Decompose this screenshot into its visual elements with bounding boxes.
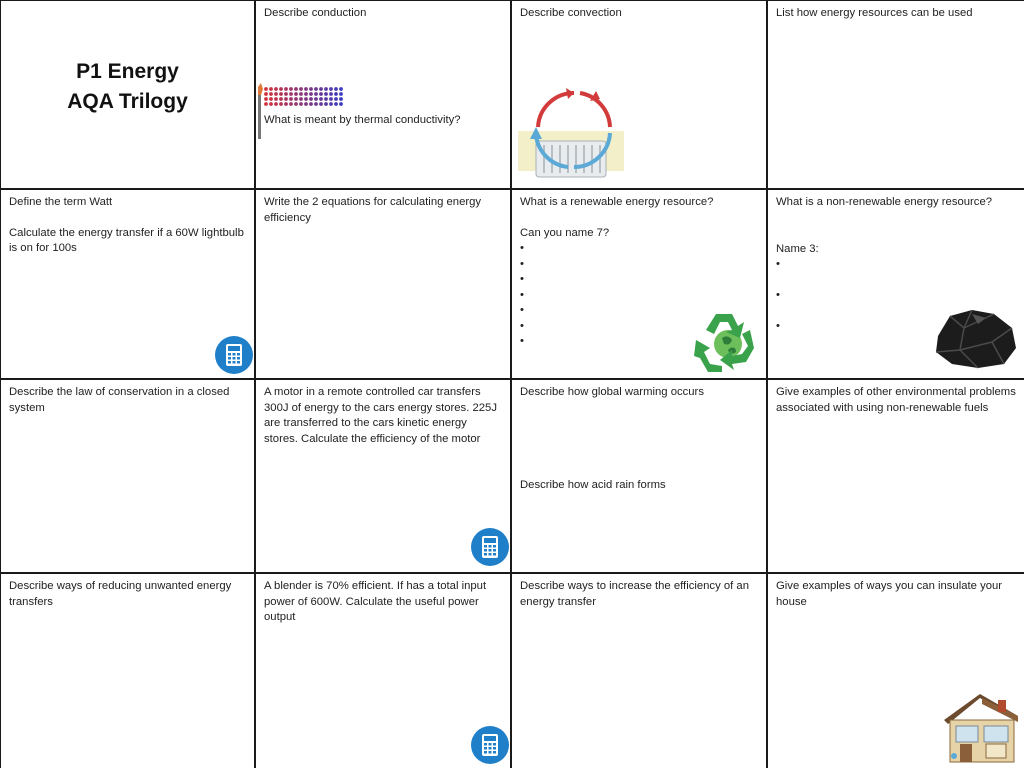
cell-increase-efficiency bbox=[512, 574, 768, 768]
particle-dot bbox=[304, 87, 308, 91]
particle-dot bbox=[309, 87, 313, 91]
house-icon bbox=[940, 690, 1022, 766]
particle-dot bbox=[304, 102, 308, 106]
particle-dot bbox=[339, 97, 343, 101]
particle-dot bbox=[269, 87, 273, 91]
particle-dot bbox=[264, 102, 268, 106]
particle-dot bbox=[294, 102, 298, 106]
particle-dot bbox=[334, 97, 338, 101]
cell-insulate bbox=[768, 574, 1024, 768]
title-line-2: AQA Trilogy bbox=[67, 90, 188, 113]
particle-dot bbox=[274, 102, 278, 106]
convection-radiator-icon bbox=[518, 87, 628, 183]
particle-dot bbox=[294, 97, 298, 101]
recycle-icon bbox=[692, 308, 764, 376]
particle-dot bbox=[334, 87, 338, 91]
question-conservation: Describe the law of conservation in a closed system bbox=[9, 386, 230, 414]
particle-dot bbox=[339, 87, 343, 91]
particle-dot bbox=[279, 87, 283, 91]
question-resources-use: List how energy resources can be used bbox=[776, 7, 973, 19]
particle-dot bbox=[289, 92, 293, 96]
particle-dot bbox=[289, 102, 293, 106]
particle-dot bbox=[319, 97, 323, 101]
particle-dot bbox=[339, 92, 343, 96]
question-blender: A blender is 70% efficient. If has a total input power of 600W. Calculate the useful power output bbox=[264, 580, 487, 623]
particle-dot bbox=[294, 87, 298, 91]
title-cell bbox=[0, 0, 256, 190]
calculator-icon bbox=[215, 336, 253, 374]
question-global-warming: Describe how global warming occurs bbox=[520, 386, 704, 398]
particle-dot bbox=[304, 92, 308, 96]
particle-dot bbox=[269, 97, 273, 101]
question-conduction: Describe conduction bbox=[264, 7, 367, 19]
question-insulate: Give examples of ways you can insulate your house bbox=[776, 580, 1003, 608]
question-efficiency-equations: Write the 2 equations for calculating energy efficiency bbox=[264, 196, 482, 224]
particle-dot bbox=[314, 97, 318, 101]
particle-dot bbox=[284, 102, 288, 106]
particle-dot bbox=[314, 102, 318, 106]
question-renewable: What is a renewable energy resource? bbox=[520, 196, 714, 208]
particle-dot bbox=[274, 87, 278, 91]
question-convection: Describe convection bbox=[520, 7, 622, 19]
cell-motor bbox=[256, 380, 512, 574]
particle-dot bbox=[324, 102, 328, 106]
particle-dot bbox=[309, 102, 313, 106]
particle-dot bbox=[314, 87, 318, 91]
list-item bbox=[520, 241, 758, 257]
particle-dot bbox=[319, 92, 323, 96]
particle-dot bbox=[284, 97, 288, 101]
particle-dot bbox=[329, 87, 333, 91]
particle-dot bbox=[264, 97, 268, 101]
particle-dot bbox=[299, 97, 303, 101]
list-item bbox=[776, 257, 1016, 288]
cell-renewable bbox=[512, 190, 768, 380]
question-environment: Give examples of other environmental problems associated with using non-renewable fuels bbox=[776, 386, 1016, 414]
particle-dot bbox=[324, 97, 328, 101]
page-title bbox=[1, 57, 254, 117]
particle-dot bbox=[269, 92, 273, 96]
particle-dot bbox=[309, 97, 313, 101]
particle-dot bbox=[329, 97, 333, 101]
particle-dot bbox=[319, 102, 323, 106]
particle-dot bbox=[279, 102, 283, 106]
cell-conservation bbox=[0, 380, 256, 574]
particle-dot bbox=[279, 92, 283, 96]
particle-dot bbox=[324, 87, 328, 91]
particle-dot bbox=[324, 92, 328, 96]
particle-dot bbox=[284, 87, 288, 91]
particle-dot bbox=[304, 97, 308, 101]
particle-dot bbox=[329, 102, 333, 106]
question-thermal-conductivity: What is meant by thermal conductivity? bbox=[264, 114, 461, 126]
particle-dot bbox=[299, 92, 303, 96]
cell-resources-use bbox=[768, 0, 1024, 190]
cell-global-warming bbox=[512, 380, 768, 574]
particle-dot bbox=[334, 102, 338, 106]
particle-dot bbox=[264, 92, 268, 96]
calculator-icon bbox=[471, 726, 509, 764]
particle-dot bbox=[274, 92, 278, 96]
particle-dot bbox=[289, 97, 293, 101]
particle-dot bbox=[279, 97, 283, 101]
particle-dot bbox=[334, 92, 338, 96]
particle-dot bbox=[319, 87, 323, 91]
particle-dot bbox=[284, 92, 288, 96]
particle-dot bbox=[269, 102, 273, 106]
calculator-icon bbox=[471, 528, 509, 566]
list-item bbox=[520, 272, 758, 288]
list-item bbox=[520, 288, 758, 304]
cell-blender bbox=[256, 574, 512, 768]
particle-dot bbox=[309, 92, 313, 96]
particle-dot bbox=[299, 102, 303, 106]
question-increase-efficiency: Describe ways to increase the efficiency of an energy transfer bbox=[520, 580, 749, 608]
particle-dot bbox=[299, 87, 303, 91]
question-motor: A motor in a remote controlled car transfers 300J of energy to the cars energy stores. 225J are transferred to the cars kinetic energy stores. Calculate the efficiency of the motor bbox=[264, 386, 497, 445]
particle-dot bbox=[314, 92, 318, 96]
question-name-three: Name 3: bbox=[776, 242, 819, 255]
list-item bbox=[520, 257, 758, 273]
question-nonrenewable: What is a non-renewable energy resource? bbox=[776, 196, 993, 208]
particle-dot bbox=[339, 102, 343, 106]
particle-dot bbox=[329, 92, 333, 96]
question-reduce-unwanted: Describe ways of reducing unwanted energy transfers bbox=[9, 580, 232, 608]
question-watt: Define the term Watt bbox=[9, 196, 113, 208]
title-line-1: P1 Energy bbox=[76, 60, 179, 83]
particle-dot bbox=[264, 87, 268, 91]
question-lightbulb: Calculate the energy transfer if a 60W lightbulb is on for 100s bbox=[9, 226, 244, 254]
cell-watt bbox=[0, 190, 256, 380]
particle-dot bbox=[294, 92, 298, 96]
cell-environment bbox=[768, 380, 1024, 574]
question-name-seven: Can you name 7? bbox=[520, 226, 610, 239]
cell-conduction bbox=[256, 0, 512, 190]
cell-efficiency-equations bbox=[256, 190, 512, 380]
conduction-rod-icon bbox=[258, 81, 348, 141]
cell-nonrenewable bbox=[768, 190, 1024, 380]
particle-dot bbox=[289, 87, 293, 91]
particle-dot bbox=[274, 97, 278, 101]
coal-icon bbox=[932, 306, 1018, 370]
cell-reduce-unwanted bbox=[0, 574, 256, 768]
cell-convection bbox=[512, 0, 768, 190]
question-acid-rain: Describe how acid rain forms bbox=[520, 478, 666, 491]
